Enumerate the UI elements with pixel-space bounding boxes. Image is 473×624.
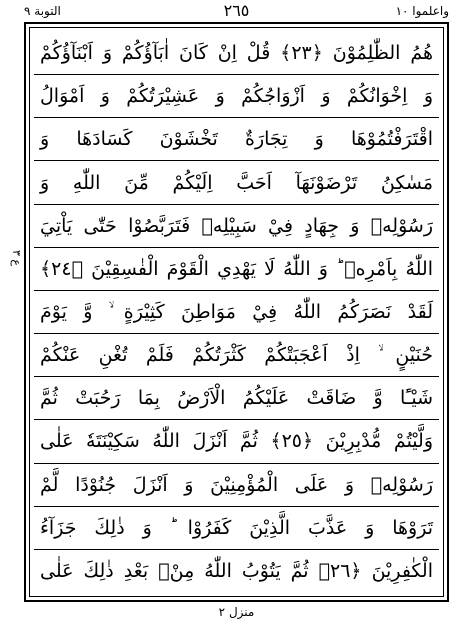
verse-line — [34, 420, 439, 463]
verse-line — [34, 75, 439, 118]
verse-line — [34, 507, 439, 550]
verse-line-text: مَسٰكِنُ تَرْضَوْنَهَآ اَحَبَّ اِلَيْكُمْ مِّنَ اللّٰهِ وَ — [40, 171, 433, 194]
verse-line-text: لَقَدْ نَصَرَكُمُ اللّٰهُ فِيْ مَوَاطِنَ كَثِيْرَةٍ ۙ وَّ يَوْمَ — [40, 301, 433, 324]
verse-line-text: وَلَّيْتُمْ مُّدْبِرِيْنَ ﴿٢٥﴾ ثُمَّ اَنْزَلَ اللّٰهُ سَكِيْنَتَهٗ عَلٰى — [40, 430, 433, 453]
verse-line-text: وَ اِخْوَانُكُمْ وَ اَزْوَاجُكُمْ وَ عَشِيْرَتُكُمْ وَ اَمْوَالُ — [40, 85, 433, 108]
verse-line-text: حُنَيْنٍ ۙ اِذْ اَعْجَبَتْكُمْ كَثْرَتُكُمْ فَلَمْ تُغْنِ عَنْكُمْ — [40, 344, 433, 367]
surah-name: التوبة ٩ — [24, 4, 61, 18]
ruku-marker: ع ٣ — [10, 250, 23, 266]
verse-line — [34, 161, 439, 204]
manzil-footer: منزل ٢ — [218, 605, 255, 619]
verse-line — [34, 205, 439, 248]
page-frame — [24, 22, 449, 602]
page-header — [24, 2, 449, 22]
verse-line — [34, 334, 439, 377]
verse-line-text: هُمُ الظّٰلِمُوْنَ ﴿٢٣﴾ قُلْ اِنْ كَانَ اٰبَآؤُكُمْ وَ اَبْنَآؤُكُمْ — [40, 42, 434, 65]
verse-line — [34, 118, 439, 161]
verse-line-text: رَسُوْلِهٖ وَ جِهَادٍ فِيْ سَبِيْلِهٖ فَتَرَبَّصُوْا حَتّٰى يَاْتِيَ — [40, 214, 433, 237]
verse-line — [34, 377, 439, 420]
verse-text-block — [34, 32, 439, 592]
juz-name: واعلموا ١٠ — [395, 4, 449, 18]
verse-line-text: رَسُوْلِهٖ وَ عَلَى الْمُؤْمِنِيْنَ وَ اَنْزَلَ جُنُوْدًا لَّمْ — [40, 473, 433, 496]
verse-line — [34, 32, 439, 75]
verse-line-text: تَرَوْهَا وَ عَذَّبَ الَّذِيْنَ كَفَرُوْا ؕ وَ ذٰلِكَ جَزَآءُ — [40, 516, 433, 539]
verse-line — [34, 248, 439, 291]
verse-line — [34, 464, 439, 507]
page-number: ٢٦٥ — [223, 1, 250, 20]
verse-line-text: اقْتَرَفْتُمُوْهَا وَ تِجَارَةٌ تَخْشَوْنَ كَسَادَهَا وَ — [40, 128, 433, 151]
verse-line-text: الْكٰفِرِيْنَ ﴿٢٦﴾ ثُمَّ يَتُوْبُ اللّٰهُ مِنْۢ بَعْدِ ذٰلِكَ عَلٰى — [40, 559, 433, 582]
verse-line-text: اللّٰهُ بِاَمْرِهٖ ؕ وَ اللّٰهُ لَا يَهْدِي الْقَوْمَ الْفٰسِقِيْنَ ﴿٢٤﴾ — [40, 257, 433, 280]
page-frame-inner — [29, 27, 444, 597]
verse-line — [34, 550, 439, 592]
verse-line — [34, 291, 439, 334]
verse-line-text: شَيْـًٔا وَّ ضَاقَتْ عَلَيْكُمُ الْاَرْضُ بِمَا رَحُبَتْ ثُمَّ — [40, 387, 433, 410]
